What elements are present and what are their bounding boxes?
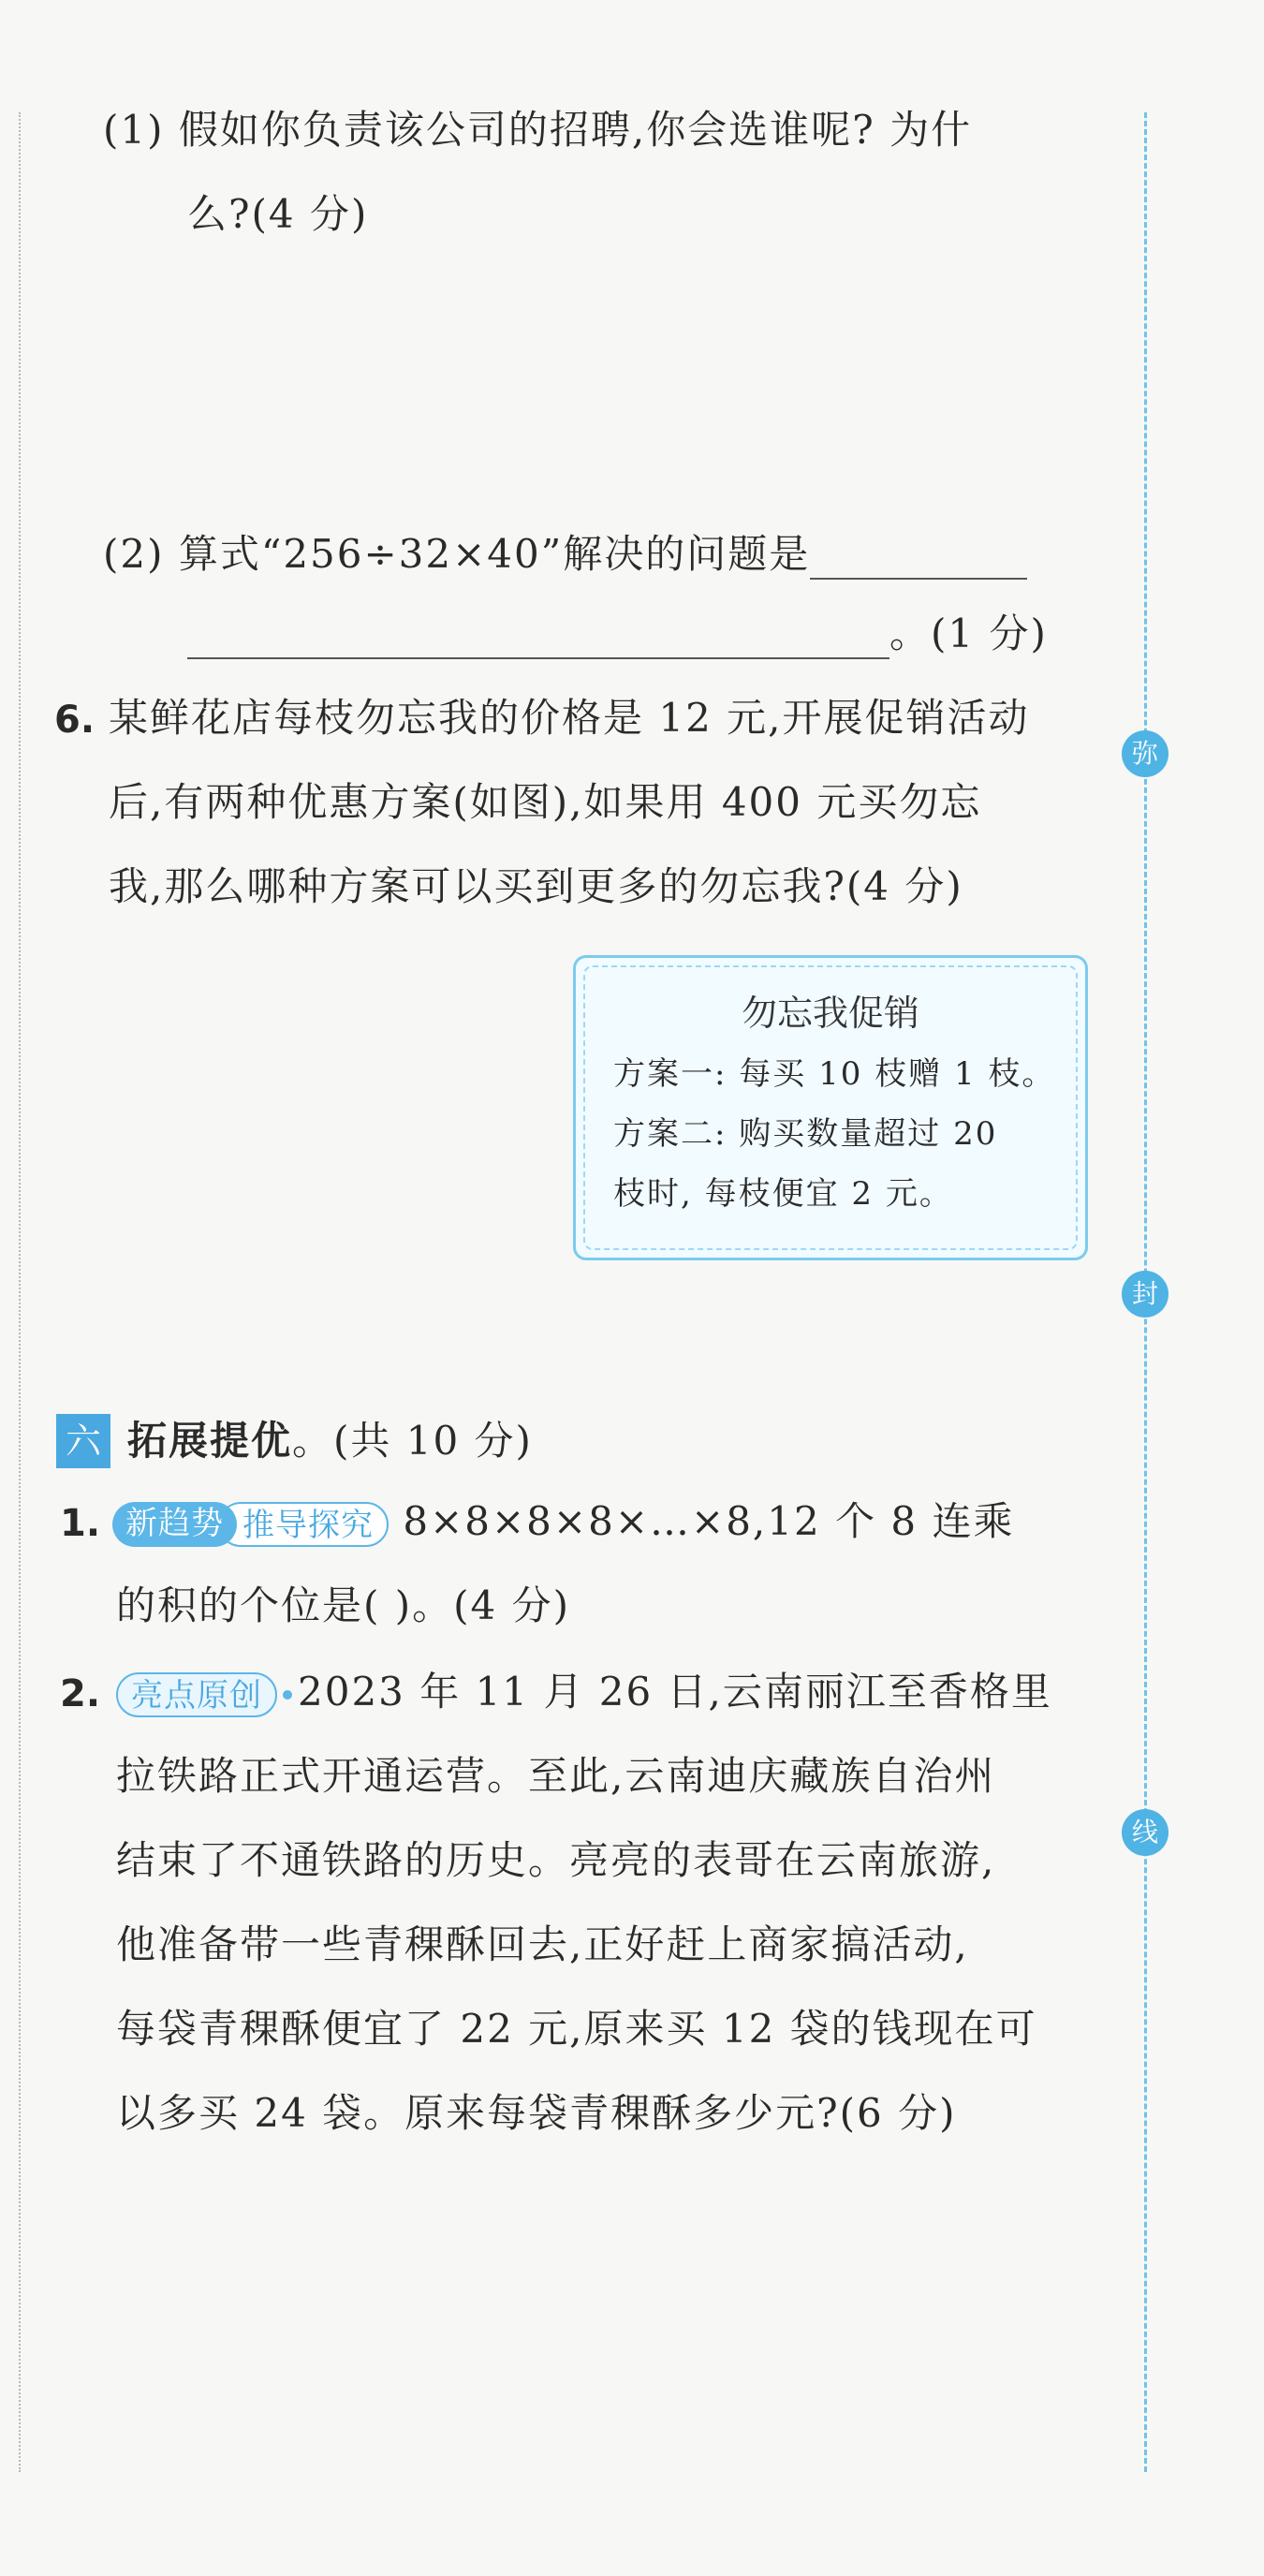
q6-line2: 后,有两种优惠方案(如图),如果用 400 元买勿忘 bbox=[109, 779, 982, 825]
s6-q1-number: 1. bbox=[60, 1502, 101, 1545]
q5-sub2-line2 bbox=[187, 609, 1048, 659]
q5-sub1-line1: (1) 假如你负责该公司的招聘,你会选谁呢? 为什 bbox=[103, 107, 973, 153]
promotion-plan-2-line1: 方案二: 购买数量超过 20 bbox=[613, 1115, 998, 1153]
q5-sub2-text: (2) 算式“256÷32×40”解决的问题是 bbox=[103, 531, 811, 577]
tag-dot-icon bbox=[283, 1690, 292, 1700]
s6-q2-text-line1: 2023 年 11 月 26 日,云南丽江至香格里 bbox=[298, 1669, 1052, 1715]
binding-seal-mi: 弥 bbox=[1122, 730, 1168, 777]
s6-q2-line5: 每袋青稞酥便宜了 22 元,原来买 12 袋的钱现在可 bbox=[116, 2006, 1037, 2052]
q6-number: 6. bbox=[54, 699, 96, 742]
s6-q2-line6: 以多买 24 袋。原来每袋青稞酥多少元?(6 分) bbox=[116, 2090, 957, 2136]
q6-line1: 某鲜花店每枝勿忘我的价格是 12 元,开展促销活动 bbox=[109, 695, 1030, 741]
left-margin-rule bbox=[19, 112, 21, 2472]
tag-derivation-exploration: 推导探究 bbox=[218, 1502, 389, 1547]
section-six-score: 。(共 10 分) bbox=[292, 1418, 533, 1464]
binding-seal-xian: 线 bbox=[1122, 1809, 1168, 1856]
promotion-box bbox=[573, 955, 1088, 1260]
s6-q2-line3: 结束了不通铁路的历史。亮亮的表哥在云南旅游, bbox=[116, 1837, 996, 1883]
q5-sub2-answer-blank-2[interactable] bbox=[187, 614, 889, 659]
s6-q2-line1 bbox=[116, 1667, 1052, 1717]
binding-seal-feng: 封 bbox=[1122, 1271, 1168, 1317]
promotion-plan-1: 方案一: 每买 10 枝赠 1 枝。 bbox=[613, 1055, 1056, 1093]
section-six-heading bbox=[127, 1416, 533, 1466]
q5-sub2-score: 。(1 分) bbox=[889, 611, 1048, 656]
s6-q1-line2: 的积的个位是( )。(4 分) bbox=[116, 1582, 570, 1628]
s6-q1-line1 bbox=[112, 1496, 1015, 1547]
s6-q2-line2: 拉铁路正式开通运营。至此,云南迪庆藏族自治州 bbox=[116, 1753, 996, 1799]
q6-line3: 我,那么哪种方案可以买到更多的勿忘我?(4 分) bbox=[109, 863, 963, 909]
section-six-badge: 六 bbox=[56, 1414, 110, 1468]
section-six-title: 拓展提优 bbox=[127, 1418, 293, 1464]
tag-original-highlight: 亮点原创 bbox=[116, 1672, 277, 1717]
s6-q2-line4: 他准备带一些青稞酥回去,正好赶上商家搞活动, bbox=[116, 1921, 969, 1967]
q5-sub1-line2: 么?(4 分) bbox=[187, 191, 369, 237]
q5-sub2-answer-blank-1[interactable] bbox=[810, 535, 1027, 580]
s6-q2-number: 2. bbox=[60, 1672, 101, 1715]
s6-q1-text: 8×8×8×8×…×8,12 个 8 连乘 bbox=[403, 1498, 1015, 1544]
promotion-title: 勿忘我促销 bbox=[741, 993, 919, 1034]
promotion-plan-2-line2: 枝时, 每枝便宜 2 元。 bbox=[613, 1175, 953, 1213]
q5-sub2-line1 bbox=[103, 529, 1027, 580]
tag-new-trend: 新趋势 bbox=[112, 1502, 237, 1547]
